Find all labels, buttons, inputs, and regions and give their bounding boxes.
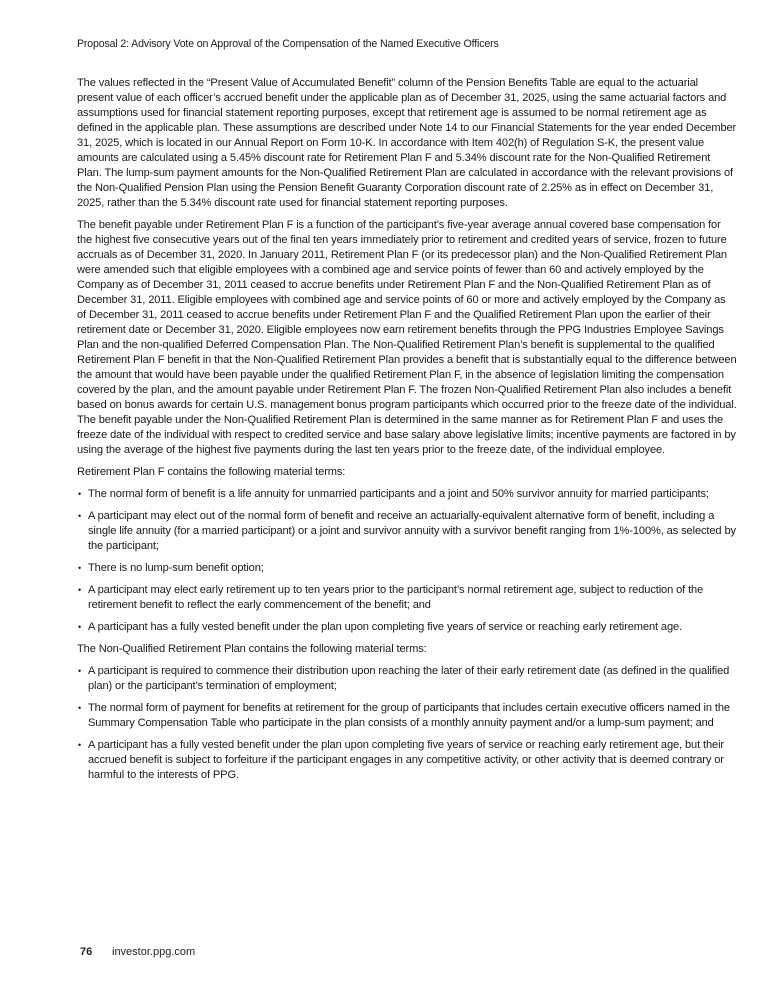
bullet-icon: •: [78, 622, 82, 632]
website-link[interactable]: investor.ppg.com: [112, 946, 196, 958]
list-item: • A participant may elect early retirement up to ten years prior to the participant’s normal retirement age, subject to reduction of the retirement benefit to reflect the early commencement of the benefit; and: [78, 584, 704, 611]
bullet-icon: •: [78, 666, 82, 676]
list-item: • The normal form of payment for benefits at retirement for the group of participants that includes certain executive officers named in the Summary Compensation Table who participate in the plan consists of a monthly annuity payment and/or a lump-sum payment; and: [78, 702, 730, 729]
plan-f-terms-list: [77, 487, 737, 635]
bullet-icon: •: [78, 563, 82, 573]
paragraph-benefit-payable: The benefit payable under Retirement Plan F is a function of the participant’s five-year average annual covered base compensation for the highest five consecutive years out of the final ten years immediately prior to retirement and credited years of service, frozen to future accruals as of December 31, 2020. In January 2011, Retirement Plan F (or its predecessor plan) and the Non-Qualified Retirement Plan were amended such that eligible employees with a combined age and service points of fewer than 60 and actively employed by the Company as of December 31, 2011 ceased to accrue benefits under Retirement Plan F and the Non-Qualified Retirement Plan as of December 31, 2011. Eligible employees with combined age and service points of 60 or more and actively employed by the Company as of December 31, 2011 ceased to accrue benefits under Retirement Plan F and the Qualified Retirement Plan upon the earlier of their retirement date or December 31, 2020. Eligible employees now earn retirement benefits through the PPG Industries Employee Savings Plan and the non-qualified Deferred Compensation Plan. The Non-Qualified Retirement Plan’s benefit is supplemental to the qualified Retirement Plan F benefit in that the Non-Qualified Retirement Plan provides a benefit that is substantially equal to the difference between the amount that would have been payable under the qualified Retirement Plan F, in the absence of legislation limiting the compensation covered by the plan, and the amount payable under Retirement Plan F. The frozen Non-Qualified Retirement Plan also includes a benefit based on bonus awards for certain U.S. management bonus program participants which occurred prior to the freeze date of the individual. The benefit payable under the Non-Qualified Retirement Plan is determined in the same manner as for Retirement Plan F and uses the freeze date of the individual with respect to credited service and base salary above legislative limits; incentive payments are factored in by using the average of the highest five payments during the last ten years prior to the freeze date, of the individual employee.: [77, 219, 737, 456]
list-item: • A participant may elect out of the normal form of benefit and receive an actuarially-equivalent alternative form of benefit, including a single life annuity (for a married participant) or a joint and survivor annuity with a survivor benefit ranging from 1%-100%, as selected by the participant;: [78, 510, 736, 552]
bullet-icon: •: [78, 585, 82, 595]
bullet-icon: •: [78, 703, 82, 713]
page-number: 76: [80, 946, 93, 958]
list-item: • A participant has a fully vested benefit under the plan upon completing five years of service or reaching early retirement age.: [78, 621, 683, 633]
bullet-icon: •: [78, 740, 82, 750]
section-title: Proposal 2: Advisory Vote on Approval of the Compensation of the Named Executive Officers: [77, 38, 499, 50]
plan-f-intro: Retirement Plan F contains the following material terms:: [77, 466, 346, 478]
list-item: • A participant is required to commence their distribution upon reaching the later of their early retirement date (as defined in the qualified plan) or the participant’s termination of employment;: [78, 665, 730, 692]
page-body: [77, 76, 737, 790]
list-item: • A participant has a fully vested benefit under the plan upon completing five years of service or reaching early retirement age, but their accrued benefit is subject to forfeiture if the participant engages in any competitive activity, or other activity that is deemed contrary or harmful to the interests of PPG.: [78, 739, 724, 781]
page-header: [77, 38, 499, 50]
paragraph-present-value: The values reflected in the “Present Value of Accumulated Benefit” column of the Pension Benefits Table are equal to the actuarial present value of each officer’s accrued benefit under the applicable plan as of December 31, 2025, using the same actuarial factors and assumptions used for financial statement reporting purposes, except that retirement age is assumed to be normal retirement age as defined in the applicable plan. These assumptions are described under Note 14 to our Financial Statements for the year ended December 31, 2025, which is located in our Annual Report on Form 10-K. In accordance with Item 402(h) of Regulation S-K, the present value amounts are calculated using a 5.45% discount rate for Retirement Plan F and 5.34% discount rate for the Non-Qualified Retirement Plan. The lump-sum payment amounts for the Non-Qualified Retirement Plan are calculated in accordance with the relevant provisions of the Non-Qualified Pension Plan using the Pension Benefit Guaranty Corporation discount rate of 2.25% as in effect on December 31, 2025, rather than the 5.34% discount rate used for financial statement reporting purposes.: [77, 77, 737, 209]
non-qualified-intro: The Non-Qualified Retirement Plan contains the following material terms:: [77, 643, 427, 655]
page-footer: [80, 946, 195, 958]
non-qualified-terms-list: [77, 664, 737, 783]
list-item: • There is no lump-sum benefit option;: [78, 562, 264, 574]
bullet-icon: •: [78, 489, 82, 499]
list-item: • The normal form of benefit is a life annuity for unmarried participants and a joint and 50% survivor annuity for married participants;: [78, 488, 709, 500]
bullet-icon: •: [78, 511, 82, 521]
